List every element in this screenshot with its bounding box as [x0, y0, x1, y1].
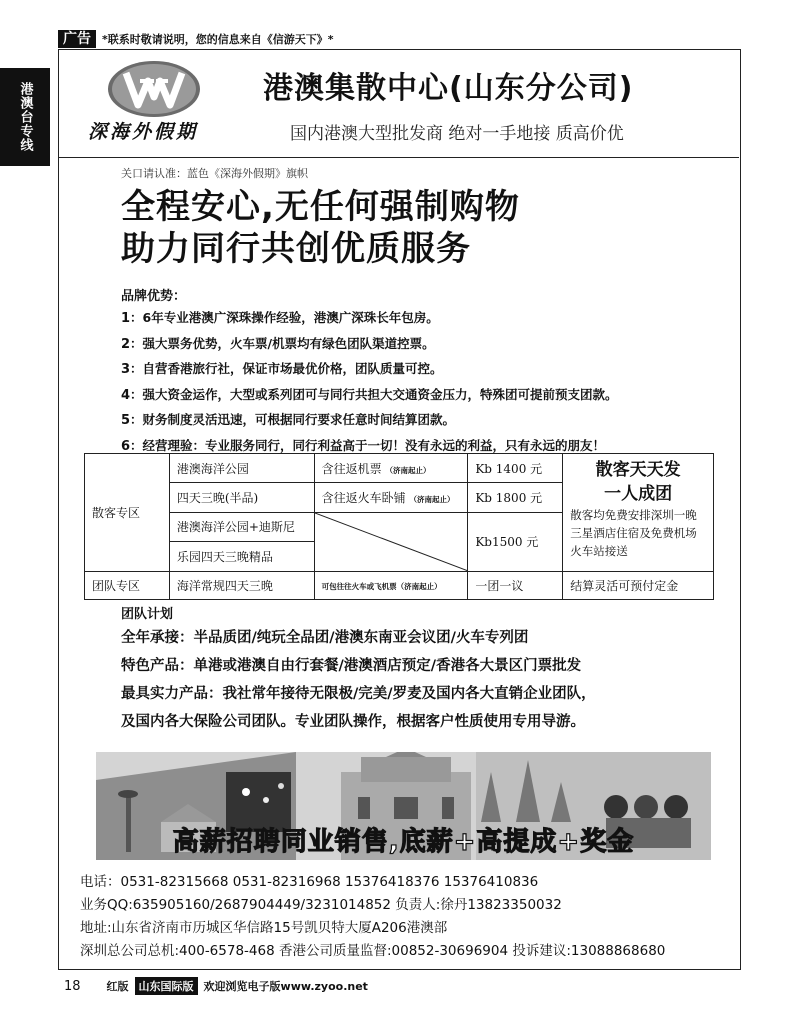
- top-bar: [58, 30, 334, 48]
- list-item: 4：强大资金运作，大型或系列团可与同行共担大交通资金压力，特殊团可提前预支团款。: [121, 386, 618, 403]
- headline: [121, 186, 520, 270]
- contact-hq: 深圳总公司总机:400-6578-468 香港公司质量监督:00852-30696904 投诉建议:13088868680: [80, 943, 666, 959]
- route-cell: 港澳海洋公园+迪斯尼: [169, 512, 314, 541]
- route-cell: 乐园四天三晚精品: [169, 542, 314, 571]
- price-table: [84, 453, 714, 600]
- edition-label: 红版: [106, 980, 129, 993]
- border-notice: 关口请认准：蓝色《深海外假期》旗帜: [121, 167, 308, 180]
- brand-advantages-title: 品牌优势：: [121, 289, 187, 304]
- team-plan-title: 团队计划: [121, 607, 174, 622]
- logo-text: 深海外假期: [88, 121, 199, 143]
- individual-zone-label: 散客专区: [85, 454, 170, 572]
- transport-cell: 含往返火车卧铺 （济南起止）: [314, 483, 468, 512]
- price-cell: Kb 1400 元: [468, 454, 563, 483]
- list-item: 特色产品：单港或港澳自由行套餐/港澳酒店预定/香港各大景区门票批发: [121, 658, 582, 674]
- route-cell: 四天三晚(半品): [169, 483, 314, 512]
- headline-line-2: 助力同行共创优质服务: [121, 229, 471, 269]
- promo-title-2: 一人成团: [604, 484, 673, 504]
- list-item: 6：经营理验：专业服务同行，同行利益高于一切！没有永远的利益，只有永远的朋友！: [121, 437, 606, 454]
- price-cell: Kb 1800 元: [468, 483, 563, 512]
- diagonal-line-icon: [315, 513, 468, 571]
- promo-body: 散客均免费安排深圳一晚三星酒店住宿及免费机场火车站接送: [570, 508, 697, 558]
- transport-cell: 可包往往火车或飞机票（济南起止）: [314, 571, 468, 599]
- table-row: [85, 571, 714, 599]
- side-tab: 港澳台专线: [0, 68, 50, 166]
- region-label: 山东国际版: [135, 977, 198, 995]
- page-number: 18: [64, 978, 81, 994]
- route-cell: 港澳海洋公园: [169, 454, 314, 483]
- team-plan-list: [121, 624, 596, 736]
- ad-tag: 广告: [58, 30, 96, 48]
- photo-banner: [96, 752, 711, 860]
- contact-info: [80, 871, 665, 963]
- promo-title-1: 散客天天发: [595, 460, 681, 480]
- remark-cell: 结算灵活可预付定金: [563, 571, 714, 599]
- list-item: 1：6年专业港澳广深珠操作经验，港澳广深珠长年包房。: [121, 310, 439, 326]
- brand-advantages-list: [121, 306, 618, 459]
- ad-header: [58, 49, 739, 158]
- company-slogan: 国内港澳大型批发商 绝对一手地接 质高价优: [290, 124, 624, 144]
- page-footer: [64, 977, 368, 995]
- price-cell: Kb1500 元: [468, 512, 563, 571]
- list-item: 3：自营香港旅行社，保证市场最优价格，团队质量可控。: [121, 361, 443, 377]
- transport-cell: 含往返机票 （济南起止）: [314, 454, 468, 483]
- price-cell: 一团一议: [468, 571, 563, 599]
- list-item: 2：强大票务优势，火车票/机票均有绿色团队渠道控票。: [121, 335, 435, 352]
- table-row: [85, 454, 714, 483]
- company-logo-icon: [106, 59, 202, 119]
- promo-cell: [563, 454, 714, 572]
- banner-caption: 高薪招聘同业销售,底薪+高提成+奖金: [172, 827, 635, 857]
- source-note: *联系时敬请说明，您的信息来自《信游天下》*: [102, 33, 334, 46]
- contact-phone: 电话：0531-82315668 0531-82316968 15376418376 15376410836: [80, 874, 539, 890]
- empty-diagonal-cell: [314, 512, 468, 571]
- team-zone-label: 团队专区: [85, 571, 170, 599]
- contact-address: 地址:山东省济南市历城区华信路15号凯贝特大厦A206港澳部: [80, 920, 448, 936]
- route-cell: 海洋常规四天三晚: [169, 571, 314, 599]
- list-item: 最具实力产品：我社常年接待无限极/完美/罗麦及国内各大直销企业团队，: [121, 686, 596, 702]
- company-name: 港澳集散中心(山东分公司): [263, 71, 634, 106]
- list-item: 5：财务制度灵活迅速，可根据同行要求任意时间结算团款。: [121, 412, 456, 428]
- headline-line-1: 全程安心,无任何强制购物: [121, 187, 520, 227]
- website-note: 欢迎浏览电子版www.zyoo.net: [203, 980, 368, 993]
- contact-qq: 业务QQ:635905160/2687904449/3231014852 负责人:徐丹13823350032: [80, 897, 562, 913]
- list-item: 全年承接：半品质团/纯玩全品团/港澳东南亚会议团/火车专列团: [121, 630, 529, 646]
- list-item: 及国内各大保险公司团队。专业团队操作，根据客户性质使用专用导游。: [121, 714, 585, 730]
